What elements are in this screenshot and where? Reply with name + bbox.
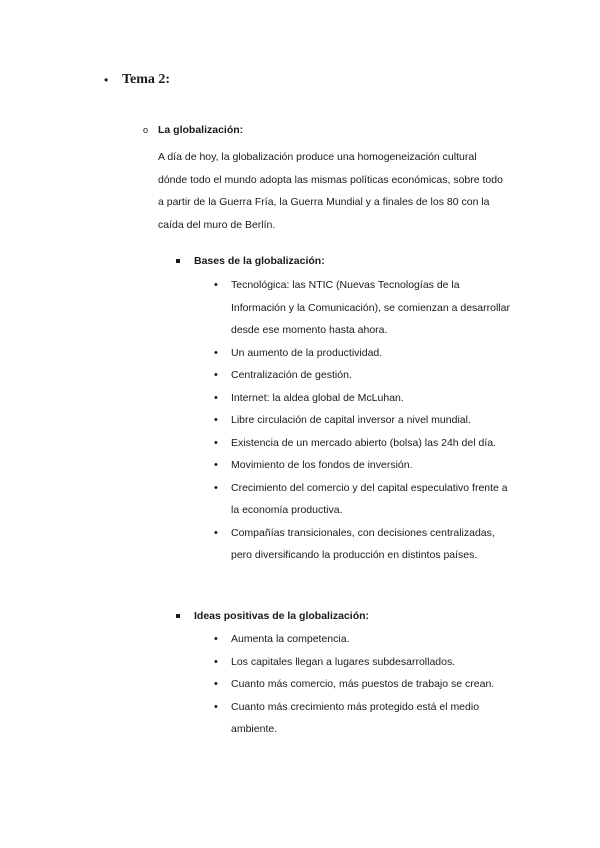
bullet-icon: • — [214, 346, 218, 359]
bullet-icon: • — [214, 459, 218, 471]
list-item — [214, 651, 514, 674]
list-item-text: Centralización de gestión. — [231, 369, 352, 381]
list-item-text: Movimiento de los fondos de inversión. — [231, 459, 413, 471]
list-item-text: Cuanto más comercio, más puestos de trabajo se crean. — [231, 678, 495, 690]
bullet-icon: • — [214, 481, 218, 494]
list-item-text: Libre circulación de capital inversor a nivel mundial. — [231, 414, 471, 426]
list-item-text: Tecnológica: las NTIC (Nuevas Tecnologías de la Información y la Comunicación), se comienzan a desarrollar desde ese momento hasta ahora. — [231, 279, 510, 336]
list-item — [214, 342, 514, 365]
list-item-text: Compañías transicionales, con decisiones centralizadas, pero diversificando la producción en distintos países. — [231, 526, 495, 561]
list-item — [214, 387, 514, 410]
list-item-text: Existencia de un mercado abierto (bolsa) las 24h del día. — [231, 436, 496, 449]
bullet-icon: • — [214, 700, 218, 713]
bases-list — [214, 274, 514, 567]
list-item — [214, 673, 514, 696]
list-item — [214, 409, 514, 432]
list-item-text: Aumenta la competencia. — [231, 633, 350, 645]
list-item — [214, 477, 514, 522]
bases-heading — [176, 255, 325, 267]
bullet-icon: • — [214, 369, 218, 381]
bases-title: Bases de la globalización: — [194, 255, 325, 267]
bullet-icon: • — [214, 279, 218, 291]
square-bullet-icon — [176, 614, 180, 618]
subsection-marker: o — [143, 125, 149, 135]
bullet-icon: • — [214, 436, 218, 449]
list-item — [214, 274, 514, 342]
list-item — [214, 522, 514, 567]
bullet-icon: • — [214, 414, 218, 426]
positive-title: Ideas positivas de la globalización: — [194, 610, 370, 622]
list-item — [214, 628, 514, 651]
list-item-text: Un aumento de la productividad. — [231, 346, 383, 359]
bullet-icon: • — [214, 391, 218, 404]
topic-title: Tema 2: — [122, 72, 171, 87]
bullet-icon: • — [214, 633, 218, 645]
topic-bullet: • — [104, 73, 109, 87]
bullet-icon: • — [214, 655, 218, 668]
positive-list — [214, 628, 514, 741]
subsection-title: La globalización: — [158, 124, 244, 136]
list-item-text: Internet: la aldea global de McLuhan. — [231, 391, 404, 404]
list-item-text: Los capitales llegan a lugares subdesarrollados. — [231, 655, 456, 668]
bullet-icon: • — [214, 678, 218, 690]
positive-heading — [176, 610, 369, 622]
list-item-text: Cuanto más crecimiento más protegido está el medio ambiente. — [231, 700, 480, 735]
subsection-body: A día de hoy, la globalización produce una homogeneización cultural dónde todo el mundo adopta las mismas políticas económicas, sobre todo a partir de la Guerra Fría, la Guerra Mundial y a finales de los 80 con la caída del muro de Berlín. — [158, 151, 503, 231]
topic-heading — [104, 72, 170, 88]
list-item — [214, 454, 514, 477]
list-item — [214, 696, 514, 741]
square-bullet-icon — [176, 259, 180, 263]
list-item — [214, 432, 514, 455]
list-item — [214, 364, 514, 387]
list-item-text: Crecimiento del comercio y del capital especulativo frente a la economía productiva. — [231, 481, 508, 516]
bullet-icon: • — [214, 526, 218, 539]
